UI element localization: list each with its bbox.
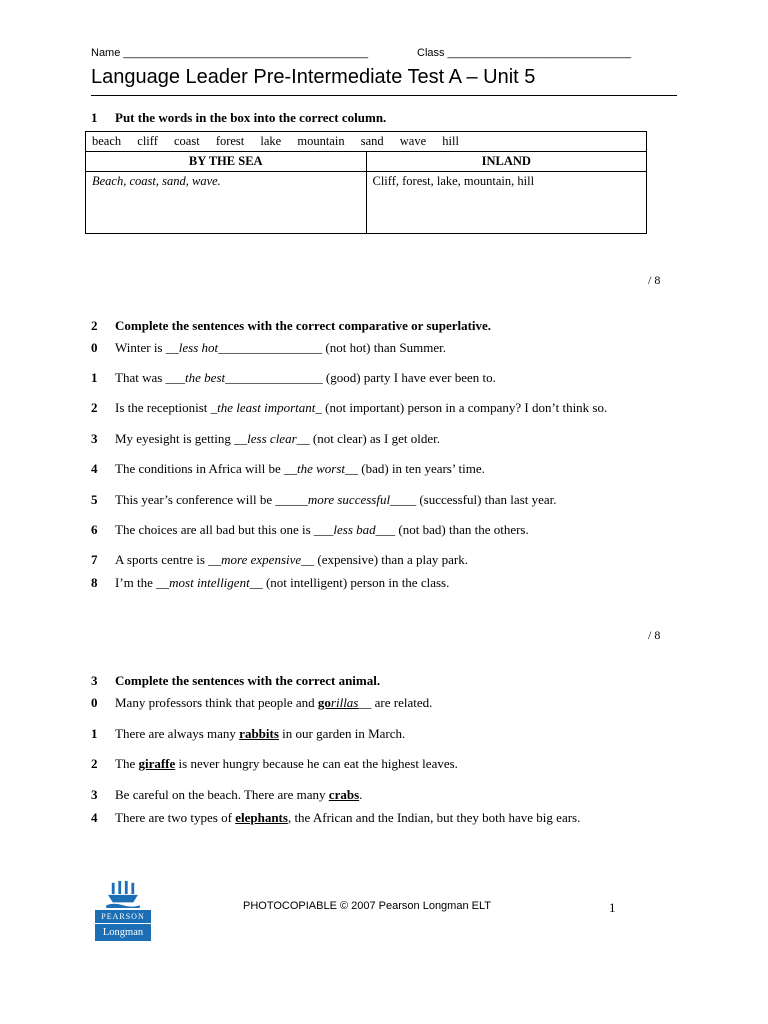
q2-item-number: 5 [91, 492, 98, 507]
word-box-table [85, 131, 647, 234]
word-item: forest [215, 134, 245, 148]
q3-item-number: 2 [91, 756, 98, 771]
sentence-text: There are two types of [115, 810, 236, 825]
pearson-longman-logo [95, 880, 151, 941]
sentence-text: A sports centre is __ [115, 552, 222, 567]
inland-answer: Cliff, forest, lake, mountain, hill [366, 172, 647, 234]
answer-text: giraffe [138, 756, 176, 771]
sentence-text: , the African and the Indian, but they both have big ears. [287, 810, 581, 825]
sentence-text: Winter is __ [115, 340, 179, 355]
answer-text: the best [185, 370, 226, 385]
q3-number: 3 [91, 673, 98, 688]
sentence-text: _______________ (good) party I have ever been to. [225, 370, 496, 385]
sentence-text: That was ___ [115, 370, 186, 385]
sea-answer: Beach, coast, sand, wave. [86, 172, 367, 234]
sentence-text: I’m the __ [115, 575, 170, 590]
sentence-text: The [115, 756, 139, 771]
word-item: cliff [137, 134, 158, 148]
q3-sentence [115, 726, 405, 742]
class-field: Class ______________________________ [417, 47, 632, 59]
q3-item-number: 0 [91, 695, 98, 710]
answer-text: elephants [235, 810, 288, 825]
copyright-notice: PHOTOCOPIABLE © 2007 Pearson Longman ELT [243, 900, 491, 912]
q2-item-number: 4 [91, 461, 98, 476]
word-item: sand [360, 134, 384, 148]
sentence-text: ____ (successful) than last year. [390, 492, 557, 507]
sentence-text: ________________ (not hot) than Summer. [218, 340, 446, 355]
answer-text: less bad [333, 522, 376, 537]
q2-item-number: 6 [91, 522, 98, 537]
sentence-text: The conditions in Africa will be __ [115, 461, 297, 476]
title-rule [91, 95, 677, 96]
q3-sentence [115, 695, 432, 711]
q2-sentence [115, 522, 529, 538]
q2-sentence [115, 461, 485, 477]
sentence-text: in our garden in March. [278, 726, 406, 741]
sentence-text: _ (not important) person in a company? I don’t think so. [315, 400, 608, 415]
sentence-text: This year’s conference will be _____ [115, 492, 308, 507]
answer-text: go [317, 695, 331, 710]
logo-pearson-text: PEARSON [95, 910, 151, 923]
sentence-text: __ (bad) in ten years’ time. [345, 461, 485, 476]
q2-sentence [115, 552, 468, 568]
word-box [86, 132, 647, 152]
q1-instruction: Put the words in the box into the correct column. [115, 110, 387, 125]
q2-sentence [115, 400, 607, 416]
sentence-text: ___ (not bad) than the others. [375, 522, 529, 537]
sentence-text: __ (not intelligent) person in the class. [249, 575, 450, 590]
answer-text: the worst [296, 461, 346, 476]
q2-instruction: Complete the sentences with the correct comparative or superlative. [115, 318, 492, 333]
q2-item-number: 0 [91, 340, 98, 355]
q3-item-number: 3 [91, 787, 98, 802]
q2-number: 2 [91, 318, 98, 333]
sentence-text: Many professors think that people and [115, 695, 318, 710]
page-title: Language Leader Pre-Intermediate Test A – Unit 5 [91, 66, 536, 88]
sentence-text: There are always many [115, 726, 240, 741]
column-header-sea: BY THE SEA [86, 152, 367, 172]
sentence-text: My eyesight is getting __ [115, 431, 248, 446]
word-item: wave [399, 134, 427, 148]
word-item: hill [442, 134, 459, 148]
name-field: Name ________________________________________ [91, 47, 369, 59]
sentence-text: __ (not clear) as I get older. [296, 431, 440, 446]
answer-text: less clear [247, 431, 297, 446]
answer-text: most intelligent [169, 575, 250, 590]
answer-text: more expensive [221, 552, 302, 567]
sentence-text: is never hungry because he can eat the highest leaves. [175, 756, 458, 771]
word-item: coast [174, 134, 200, 148]
q3-sentence [115, 756, 458, 772]
q2-sentence [115, 340, 446, 356]
q2-item-number: 2 [91, 400, 98, 415]
word-item: lake [260, 134, 282, 148]
q3-sentence [115, 787, 362, 803]
q2-sentence [115, 431, 440, 447]
sentence-text: __ (expensive) than a play park. [301, 552, 468, 567]
sentence-text: The choices are all bad but this one is ___ [115, 522, 334, 537]
word-item: mountain [297, 134, 345, 148]
answer-text: more successful [307, 492, 391, 507]
sentence-text: __ are related. [358, 695, 433, 710]
q1-number: 1 [91, 110, 98, 125]
q2-score: / 8 [648, 628, 661, 642]
q2-sentence [115, 370, 496, 386]
answer-text: rillas [330, 695, 359, 710]
page-number: 1 [609, 900, 616, 915]
answer-text: crabs [328, 787, 360, 802]
q2-item-number: 7 [91, 552, 98, 567]
q2-item-number: 8 [91, 575, 98, 590]
column-header-inland: INLAND [366, 152, 647, 172]
q2-sentence [115, 492, 557, 508]
word-item: beach [92, 134, 122, 148]
ship-crest-icon [103, 880, 143, 908]
q2-sentence [115, 575, 449, 591]
q3-instruction: Complete the sentences with the correct animal. [115, 673, 381, 688]
q2-item-number: 1 [91, 370, 98, 385]
answer-text: the least important [217, 400, 316, 415]
answer-text: less hot [178, 340, 219, 355]
sentence-text: Is the receptionist _ [115, 400, 218, 415]
q3-item-number: 4 [91, 810, 98, 825]
sentence-text: Be careful on the beach. There are many [115, 787, 329, 802]
sentence-text: . [359, 787, 363, 802]
q1-score: / 8 [648, 273, 661, 287]
q3-sentence [115, 810, 580, 826]
q2-item-number: 3 [91, 431, 98, 446]
logo-longman-text: Longman [95, 924, 151, 941]
q3-item-number: 1 [91, 726, 98, 741]
answer-text: rabbits [239, 726, 279, 741]
